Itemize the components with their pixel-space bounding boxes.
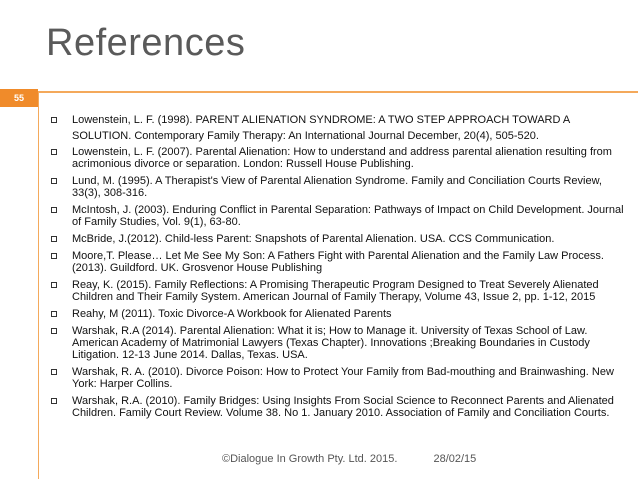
reference-item xyxy=(46,279,631,303)
slide-title: References xyxy=(46,22,246,64)
square-bullet-icon xyxy=(51,149,57,155)
reference-item xyxy=(46,308,631,320)
reference-text: Lund, M. (1995). A Therapist's View of Parental Alienation Syndrome. Family and Conciliation Courts Review, 33(3), 308-316. xyxy=(72,175,602,199)
reference-item xyxy=(46,175,631,199)
square-bullet-icon xyxy=(51,282,57,288)
reference-item xyxy=(46,204,631,228)
reference-text: Warshak, R.A. (2010). Family Bridges: Using Insights From Social Science to Reconnect Parents and Alienated Children. Family Court Review. Volume 38. No 1. January 2010. Association of Family and Conciliation Courts. xyxy=(72,395,614,419)
reference-text: Reahy, M (2011). Toxic Divorce-A Workbook for Alienated Parents xyxy=(72,308,392,320)
reference-item xyxy=(46,250,631,274)
square-bullet-icon xyxy=(51,253,57,259)
reference-text: Lowenstein, L. F. (2007). Parental Alienation: How to understand and address parental alienation resulting from acrimonious divorce or separation. London: Russell House Publishing. xyxy=(72,146,612,170)
square-bullet-icon xyxy=(51,207,57,213)
reference-item xyxy=(46,366,631,390)
square-bullet-icon xyxy=(51,398,57,404)
reference-item xyxy=(46,395,631,419)
square-bullet-icon xyxy=(51,311,57,317)
reference-text: McBride, J.(2012). Child-less Parent: Snapshots of Parental Alienation. USA. CCS Communication. xyxy=(72,233,555,245)
footer-date: 28/02/15 xyxy=(433,453,477,465)
slide-number-badge: 55 xyxy=(0,89,38,107)
reference-text: McIntosh, J. (2003). Enduring Conflict in Parental Separation: Pathways of Impact on Child Development. Journal of Family Studies, Vol. 9(1), 63-80. xyxy=(72,204,624,228)
reference-item xyxy=(46,233,631,245)
footer-copyright: ©Dialogue In Growth Pty. Ltd. 2015. xyxy=(222,453,398,465)
reference-text: Lowenstein, L. F. (1998). PARENT ALIENATION SYNDROME: A TWO STEP APPROACH TOWARD A SOLUTION. Contemporary Family Therapy: An International Journal December, 20(4), 505-520. xyxy=(72,114,570,142)
title-divider xyxy=(38,91,638,93)
square-bullet-icon xyxy=(51,369,57,375)
square-bullet-icon xyxy=(51,328,57,334)
square-bullet-icon xyxy=(51,178,57,184)
reference-list xyxy=(46,112,631,424)
square-bullet-icon xyxy=(51,236,57,242)
reference-text: Warshak, R.A (2014). Parental Alienation: What it is; How to Manage it. University of Texas School of Law. American Academy of Matrimonial Lawyers (Texas Chapter). Innovations ;Breaking Boundaries in Custody Litigation. 12-13 June 2014. Dallas, Texas. USA. xyxy=(72,325,590,361)
reference-text: Reay, K. (2015). Family Reflections: A Promising Therapeutic Program Designed to Treat Severely Alienated Children and Their Family System. American Journal of Family Therapy, Volume 43, Issue 2, pp. 1-12, 2015 xyxy=(72,279,599,303)
reference-item xyxy=(46,112,631,144)
reference-item xyxy=(46,146,631,170)
slide-footer xyxy=(222,453,476,465)
reference-text: Warshak, R. A. (2010). Divorce Poison: How to Protect Your Family from Bad-mouthing and Brainwashing. New York: Harper Collins. xyxy=(72,366,614,390)
reference-text: Moore,T. Please… Let Me See My Son: A Fathers Fight with Parental Alienation and the Family Law Process.(2013). Guildford. UK. Grosvenor House Publishing xyxy=(72,250,604,274)
reference-item xyxy=(46,325,631,361)
left-accent-line xyxy=(38,93,39,479)
square-bullet-icon xyxy=(51,117,57,123)
